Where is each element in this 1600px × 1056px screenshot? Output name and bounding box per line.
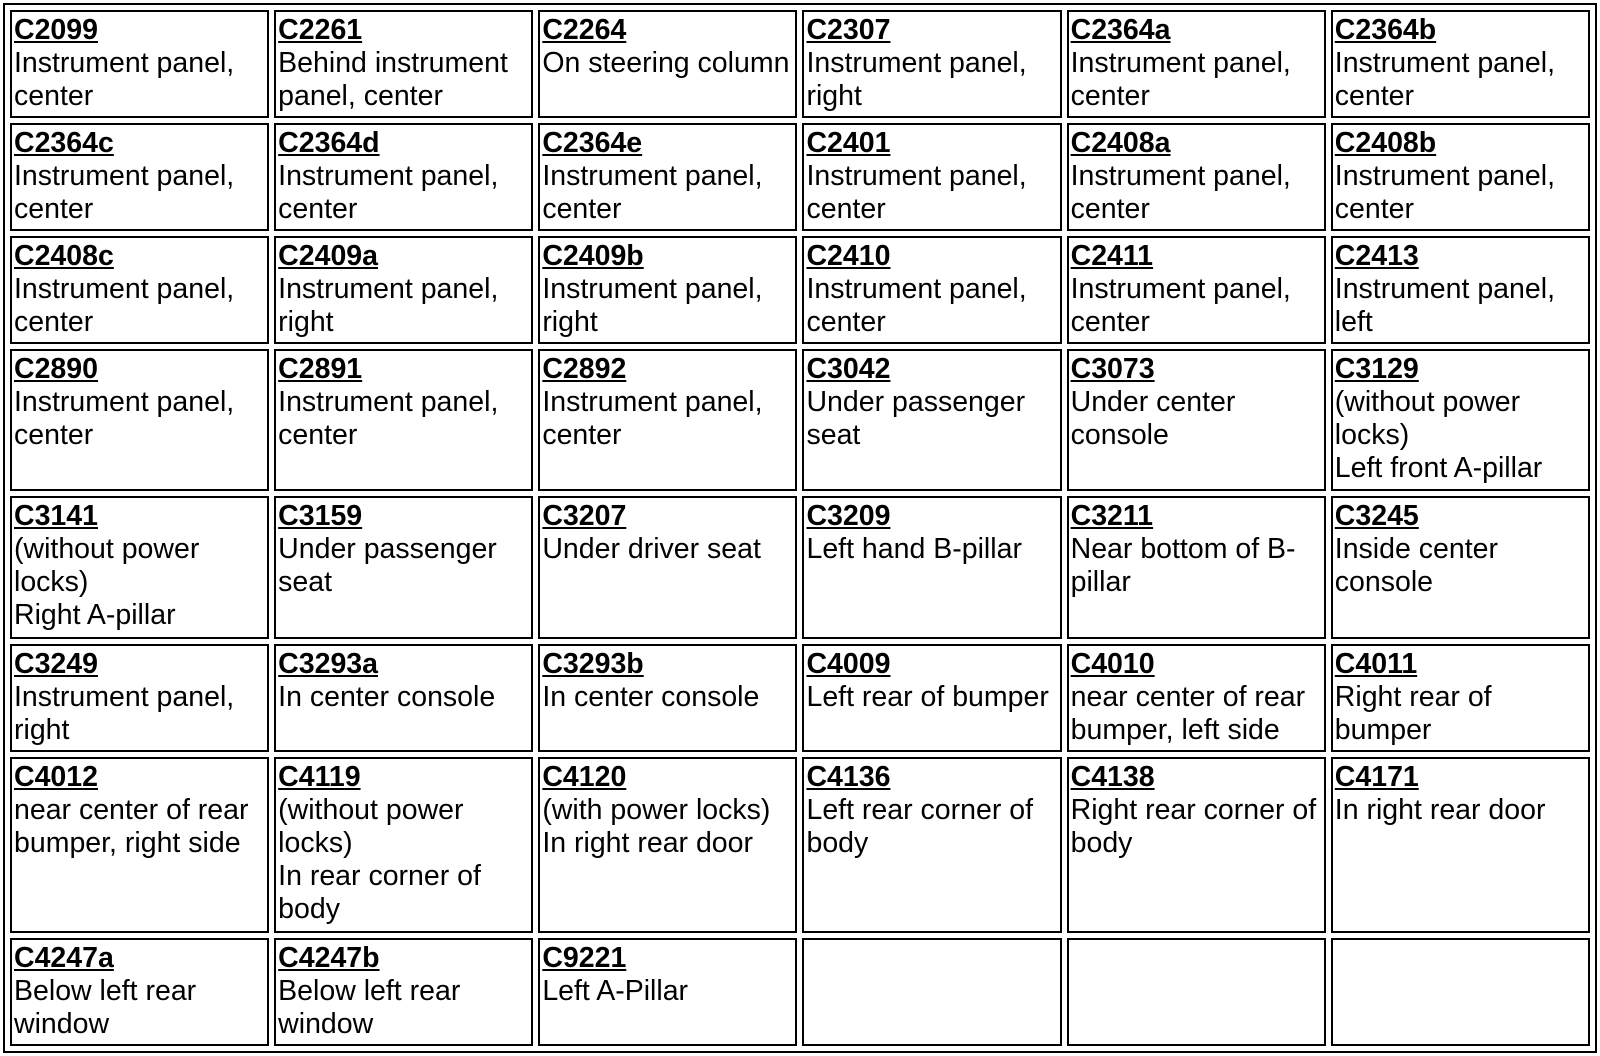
connector-code-link[interactable]: C3293a xyxy=(278,647,378,680)
connector-location-text: Instrument panel, center xyxy=(806,160,1027,226)
connector-location-text: On steering column xyxy=(542,47,790,79)
empty-cell xyxy=(802,938,1061,1046)
connector-cell xyxy=(1331,10,1590,118)
connector-cell xyxy=(1331,644,1590,752)
connector-code-link[interactable]: C2413 xyxy=(1334,240,1419,273)
connector-cell xyxy=(538,349,797,491)
connector-code-link[interactable]: C2307 xyxy=(806,14,891,46)
connector-cell xyxy=(274,938,533,1046)
table-row xyxy=(10,236,1590,344)
connector-cell xyxy=(802,496,1061,638)
connector-cell xyxy=(1067,123,1326,231)
connector-cell xyxy=(802,757,1061,933)
connector-code-link[interactable]: C2364b xyxy=(1334,14,1437,46)
connector-location-text: Instrument panel, center xyxy=(806,273,1027,339)
connector-cell xyxy=(1331,123,1590,231)
connector-cell xyxy=(1067,236,1326,344)
table-row xyxy=(10,757,1590,933)
table-row xyxy=(10,938,1590,1046)
connector-code-link[interactable]: C3073 xyxy=(1070,353,1155,386)
connector-location-text: Below left rear window xyxy=(278,974,461,1040)
connector-location-text: Instrument panel, right xyxy=(14,680,235,746)
connector-location-text: Left rear of bumper xyxy=(806,680,1049,713)
connector-code-link[interactable]: C3249 xyxy=(14,647,98,680)
connector-cell xyxy=(274,10,533,118)
connector-cell xyxy=(10,236,269,344)
connector-location-text: Instrument panel, right xyxy=(278,273,499,339)
connector-cell xyxy=(538,123,797,231)
connector-code-link[interactable]: C4012 xyxy=(14,760,98,793)
connector-location-text: In center console xyxy=(278,680,496,713)
connector-cell xyxy=(1067,644,1326,752)
connector-location-text: Instrument panel, center xyxy=(1070,47,1291,112)
connector-location-text: In center console xyxy=(542,680,760,713)
connector-code-link[interactable]: C2890 xyxy=(14,353,98,386)
connector-cell xyxy=(10,496,269,638)
connector-code-link[interactable]: C4010 xyxy=(1070,647,1155,680)
connector-location-text: near center of rear bumper, right side xyxy=(14,793,249,859)
connector-cell xyxy=(538,938,797,1046)
connector-code-link[interactable]: C3207 xyxy=(542,500,627,533)
connector-code-link[interactable]: C4119 xyxy=(278,760,361,793)
connector-location-text: Instrument panel, center xyxy=(14,47,235,112)
connector-code-link[interactable]: C2261 xyxy=(278,14,363,46)
connector-code-link[interactable]: C3209 xyxy=(806,500,891,533)
connector-cell xyxy=(538,496,797,638)
connector-location-text: Instrument panel, right xyxy=(542,273,763,339)
connector-code-link[interactable]: C2408b xyxy=(1334,127,1437,160)
connector-code-link[interactable]: C3159 xyxy=(278,500,363,533)
connector-cell xyxy=(10,123,269,231)
connector-location-text: Left rear corner of body xyxy=(806,793,1033,859)
table-row xyxy=(10,496,1590,638)
connector-cell xyxy=(802,349,1061,491)
connector-cell xyxy=(274,123,533,231)
table-row xyxy=(10,349,1590,491)
connector-location-text: (without power locks) Left front A-pillar xyxy=(1334,386,1543,485)
connector-code-link[interactable]: C2364a xyxy=(1070,14,1171,46)
connector-code-link[interactable]: C2409b xyxy=(542,240,644,273)
connector-location-text: (without power locks) Right A-pillar xyxy=(14,533,200,632)
empty-cell xyxy=(1331,938,1590,1046)
connector-code-link[interactable]: C2891 xyxy=(278,353,363,386)
connector-cell xyxy=(538,10,797,118)
connector-code-link[interactable]: C2099 xyxy=(14,14,98,46)
connector-code-link[interactable]: C4120 xyxy=(542,760,627,793)
connector-location-text: Under passenger seat xyxy=(806,386,1026,452)
connector-location-text: Instrument panel, center xyxy=(14,273,235,339)
connector-location-text: Right rear of bumper xyxy=(1334,680,1492,746)
connector-code-link[interactable]: C4011 xyxy=(1334,647,1418,680)
connector-cell xyxy=(802,644,1061,752)
connector-cell xyxy=(274,757,533,933)
connector-cell xyxy=(802,236,1061,344)
connector-location-text: In right rear door xyxy=(1334,793,1546,826)
connector-location-text: Under driver seat xyxy=(542,533,761,566)
connector-location-table xyxy=(3,3,1597,1053)
connector-cell xyxy=(1331,236,1590,344)
connector-location-text: Under passenger seat xyxy=(278,533,497,599)
connector-cell xyxy=(10,644,269,752)
connector-code-link[interactable]: C2408c xyxy=(14,240,114,273)
connector-code-link[interactable]: C3245 xyxy=(1334,500,1419,533)
table-body xyxy=(10,10,1590,1046)
connector-code-link[interactable]: C4247a xyxy=(14,941,114,974)
connector-location-text: Instrument panel, left xyxy=(1334,273,1555,339)
connector-cell xyxy=(802,123,1061,231)
connector-cell xyxy=(1067,496,1326,638)
connector-location-text: Instrument panel, center xyxy=(14,160,235,226)
connector-cell xyxy=(1331,349,1590,491)
connector-code-link[interactable]: C2409a xyxy=(278,240,378,273)
connector-cell xyxy=(1067,349,1326,491)
connector-location-text: Below left rear window xyxy=(14,974,197,1040)
connector-code-link[interactable]: C2364e xyxy=(542,127,643,160)
connector-code-link[interactable]: C2401 xyxy=(806,127,891,160)
empty-cell xyxy=(1067,938,1326,1046)
connector-cell xyxy=(274,496,533,638)
connector-code-link[interactable]: C2364c xyxy=(14,127,114,160)
connector-code-link[interactable]: C2411 xyxy=(1070,240,1154,273)
connector-code-link[interactable]: C4138 xyxy=(1070,760,1155,793)
connector-cell xyxy=(10,757,269,933)
connector-location-text: (with power locks) In right rear door xyxy=(542,793,771,859)
connector-code-link[interactable]: C4171 xyxy=(1334,760,1419,793)
connector-location-text: Instrument panel, center xyxy=(542,160,763,226)
connector-code-link[interactable]: C2364d xyxy=(278,127,380,160)
connector-location-text: Instrument panel, center xyxy=(1334,160,1555,226)
connector-cell xyxy=(538,236,797,344)
connector-location-text: Instrument panel, center xyxy=(14,386,235,452)
connector-cell xyxy=(538,757,797,933)
connector-location-text: Right rear corner of body xyxy=(1070,793,1317,859)
connector-code-link[interactable]: C9221 xyxy=(542,941,627,974)
connector-code-link[interactable]: C3042 xyxy=(806,353,891,386)
connector-code-link[interactable]: C2408a xyxy=(1070,127,1171,160)
connector-code-link[interactable]: C2892 xyxy=(542,353,627,386)
connector-cell xyxy=(1067,10,1326,118)
connector-cell xyxy=(274,644,533,752)
table-row xyxy=(10,10,1590,118)
connector-location-text: Instrument panel, center xyxy=(1070,273,1291,339)
connector-cell xyxy=(10,938,269,1046)
connector-code-link[interactable]: C4009 xyxy=(806,647,891,680)
connector-cell xyxy=(1331,496,1590,638)
connector-location-text: Instrument panel, right xyxy=(806,47,1027,112)
connector-code-link[interactable]: C3129 xyxy=(1334,353,1419,386)
connector-location-text: Inside center console xyxy=(1334,533,1498,599)
connector-cell xyxy=(10,349,269,491)
connector-code-link[interactable]: C3141 xyxy=(14,500,98,533)
connector-location-text: Left hand B-pillar xyxy=(806,533,1022,566)
table-row xyxy=(10,123,1590,231)
connector-code-link[interactable]: C3293b xyxy=(542,647,644,680)
connector-code-link[interactable]: C4136 xyxy=(806,760,891,793)
connector-location-text: Under center console xyxy=(1070,386,1236,452)
connector-location-text: Near bottom of B- pillar xyxy=(1070,533,1296,599)
connector-cell xyxy=(10,10,269,118)
connector-cell xyxy=(1067,757,1326,933)
connector-location-text: (without power locks) In rear corner of body xyxy=(278,793,481,925)
connector-code-link[interactable]: C3211 xyxy=(1070,500,1154,533)
table-row xyxy=(10,644,1590,752)
connector-location-text: Instrument panel, center xyxy=(278,160,499,226)
connector-cell xyxy=(802,10,1061,118)
connector-location-text: Instrument panel, center xyxy=(278,386,499,452)
connector-location-text: Instrument panel, center xyxy=(1070,160,1291,226)
connector-code-link[interactable]: C2264 xyxy=(542,14,627,46)
connector-cell xyxy=(1331,757,1590,933)
connector-code-link[interactable]: C2410 xyxy=(806,240,891,273)
connector-cell xyxy=(274,349,533,491)
connector-location-text: Instrument panel, center xyxy=(542,386,763,452)
connector-location-text: Instrument panel, center xyxy=(1334,47,1555,112)
connector-cell xyxy=(274,236,533,344)
connector-location-text: near center of rear bumper, left side xyxy=(1070,680,1306,746)
connector-cell xyxy=(538,644,797,752)
connector-location-text: Behind instrument panel, center xyxy=(278,47,508,112)
connector-code-link[interactable]: C4247b xyxy=(278,941,380,974)
connector-location-text: Left A-Pillar xyxy=(542,974,689,1007)
